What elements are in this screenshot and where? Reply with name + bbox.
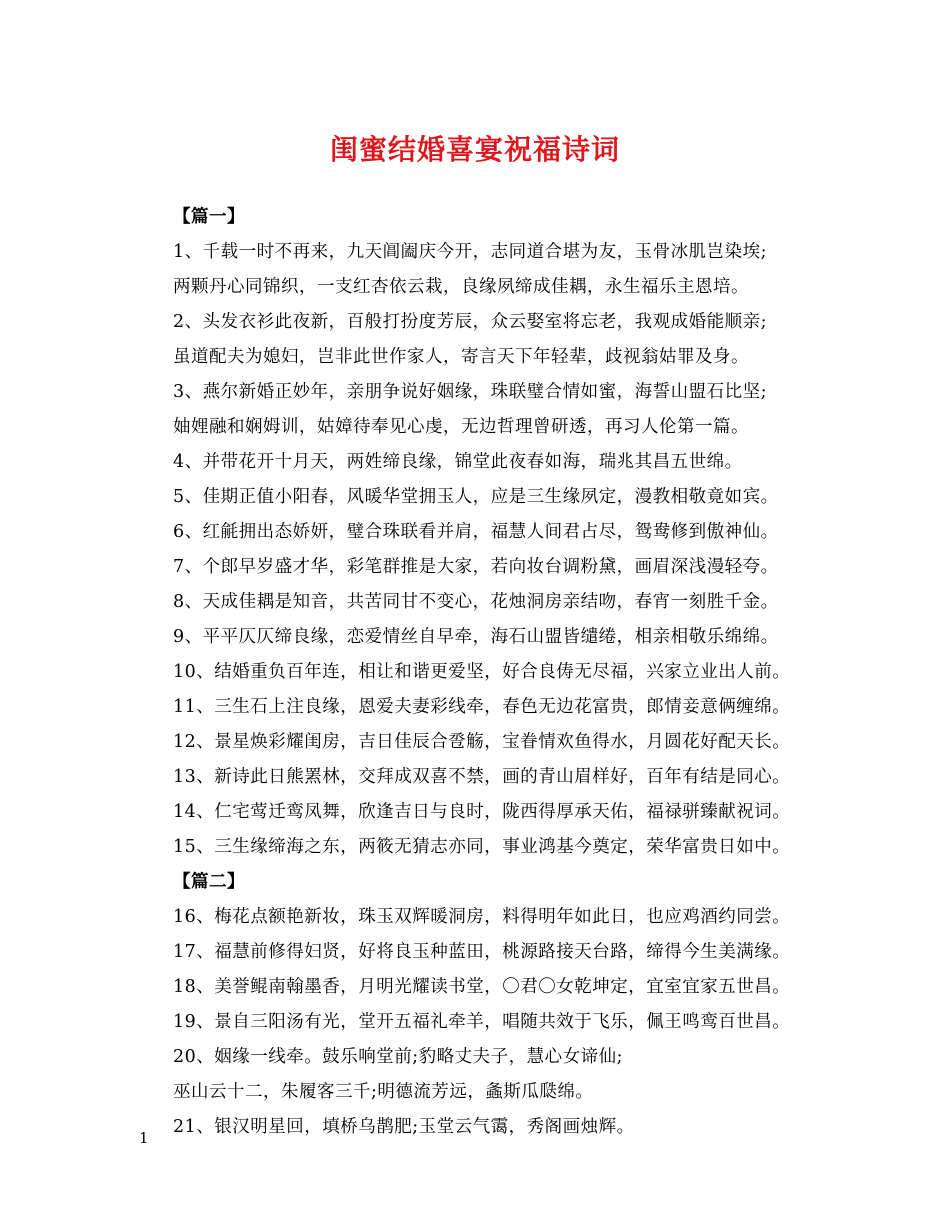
page-number: 1 xyxy=(139,1129,149,1147)
poem-line: 两颗丹心同锦织，一支红杏依云栽，良缘夙缔成佳耦，永生福乐主恩培。 xyxy=(173,277,749,297)
poem-line: 21、银汉明星回，填桥乌鹊肥;玉堂云气霭，秀阁画烛辉。 xyxy=(173,1117,635,1137)
poem-line: 9、平平仄仄缔良缘，恋爱情丝自早牵，海石山盟皆缱绻，相亲相敬乐绵绵。 xyxy=(173,627,779,647)
poem-line: 13、新诗此日熊罴林，交拜成双喜不禁，画的青山眉样好，百年有结是同心。 xyxy=(173,767,791,787)
poem-line: 虽道配夫为媳妇，岂非此世作家人，寄言天下年轻辈，歧视翁姑罪及身。 xyxy=(173,347,749,367)
document-title: 闺蜜结婚喜宴祝福诗词 xyxy=(329,133,620,166)
poem-line: 17、福慧前修得妇贤，好将良玉种蓝田，桃源路接天台路，缔得今生美满缘。 xyxy=(173,942,791,962)
poem-line: 10、结婚重负百年连，相让和谐更爱坚，好合良俦无尽福，兴家立业出人前。 xyxy=(173,662,791,682)
poem-line: 16、梅花点额艳新妆，珠玉双辉暖洞房，料得明年如此日，也应鸡酒约同尝。 xyxy=(173,907,791,927)
poem-line: 妯娌融和娴姆训，姑嫜待奉见心虔，无边哲理曾研透，再习人伦第一篇。 xyxy=(173,417,749,437)
poem-line: 4、并带花开十月天，两姓缔良缘，锦堂此夜春如海，瑞兆其昌五世绵。 xyxy=(173,452,743,472)
poem-line: 20、姻缘一线牵。鼓乐响堂前;豹略丈夫子，慧心女谛仙; xyxy=(173,1047,624,1067)
poem-line: 2、头发衣衫此夜新，百般打扮度芳辰，众云娶室将忘老，我观成婚能顺亲; xyxy=(173,312,768,332)
poem-line: 19、景自三阳汤有光，堂开五福礼牵羊，唱随共效于飞乐，佩王鸣鸾百世昌。 xyxy=(173,1012,791,1032)
poem-line: 18、美誉鲲南翰墨香，月明光耀读书堂，〇君〇女乾坤定，宜室宜家五世昌。 xyxy=(173,977,791,997)
poem-line: 5、佳期正值小阳春，风暖华堂拥玉人，应是三生缘夙定，漫教相敬竟如宾。 xyxy=(173,487,779,507)
poem-line: 12、景星焕彩耀闺房，吉日佳辰合卺觞，宝眷情欢鱼得水，月圆花好配天长。 xyxy=(173,732,791,752)
section-heading: 【篇一】 xyxy=(173,207,245,227)
section-heading: 【篇二】 xyxy=(173,872,245,892)
poem-line: 7、个郎早岁盛才华，彩笔群推是大家，若向妆台调粉黛，画眉深浅漫轻夸。 xyxy=(173,557,779,577)
poem-line: 11、三生石上注良缘，恩爱夫妻彩线牵，春色无边花富贵，郎情妾意俩缠绵。 xyxy=(173,697,791,717)
poem-line: 3、燕尔新婚正妙年，亲朋争说好姻缘，珠联璧合情如蜜，海誓山盟石比坚; xyxy=(173,382,768,402)
poem-line: 6、红毹拥出态娇妍，璧合珠联看并肩，福慧人间君占尽，鸳鸯修到傲神仙。 xyxy=(173,522,779,542)
poem-line: 8、天成佳耦是知音，共苦同甘不变心，花烛洞房亲结吻，春宵一刻胜千金。 xyxy=(173,592,779,612)
poem-line: 14、仁宅莺迁鸾凤舞，欣逢吉日与良时，陇西得厚承天佑，福禄骈臻献祝词。 xyxy=(173,802,791,822)
poem-line: 1、千载一时不再来，九天阊阖庆今开，志同道合堪为友，玉骨冰肌岂染埃; xyxy=(173,242,768,262)
document-body xyxy=(173,200,933,1145)
poem-line: 巫山云十二，朱履客三千;明德流芳远，螽斯瓜瓞绵。 xyxy=(173,1082,594,1102)
poem-line: 15、三生缘缔海之东，两筱无猜志亦同，事业鸿基今奠定，荣华富贵日如中。 xyxy=(173,837,791,857)
